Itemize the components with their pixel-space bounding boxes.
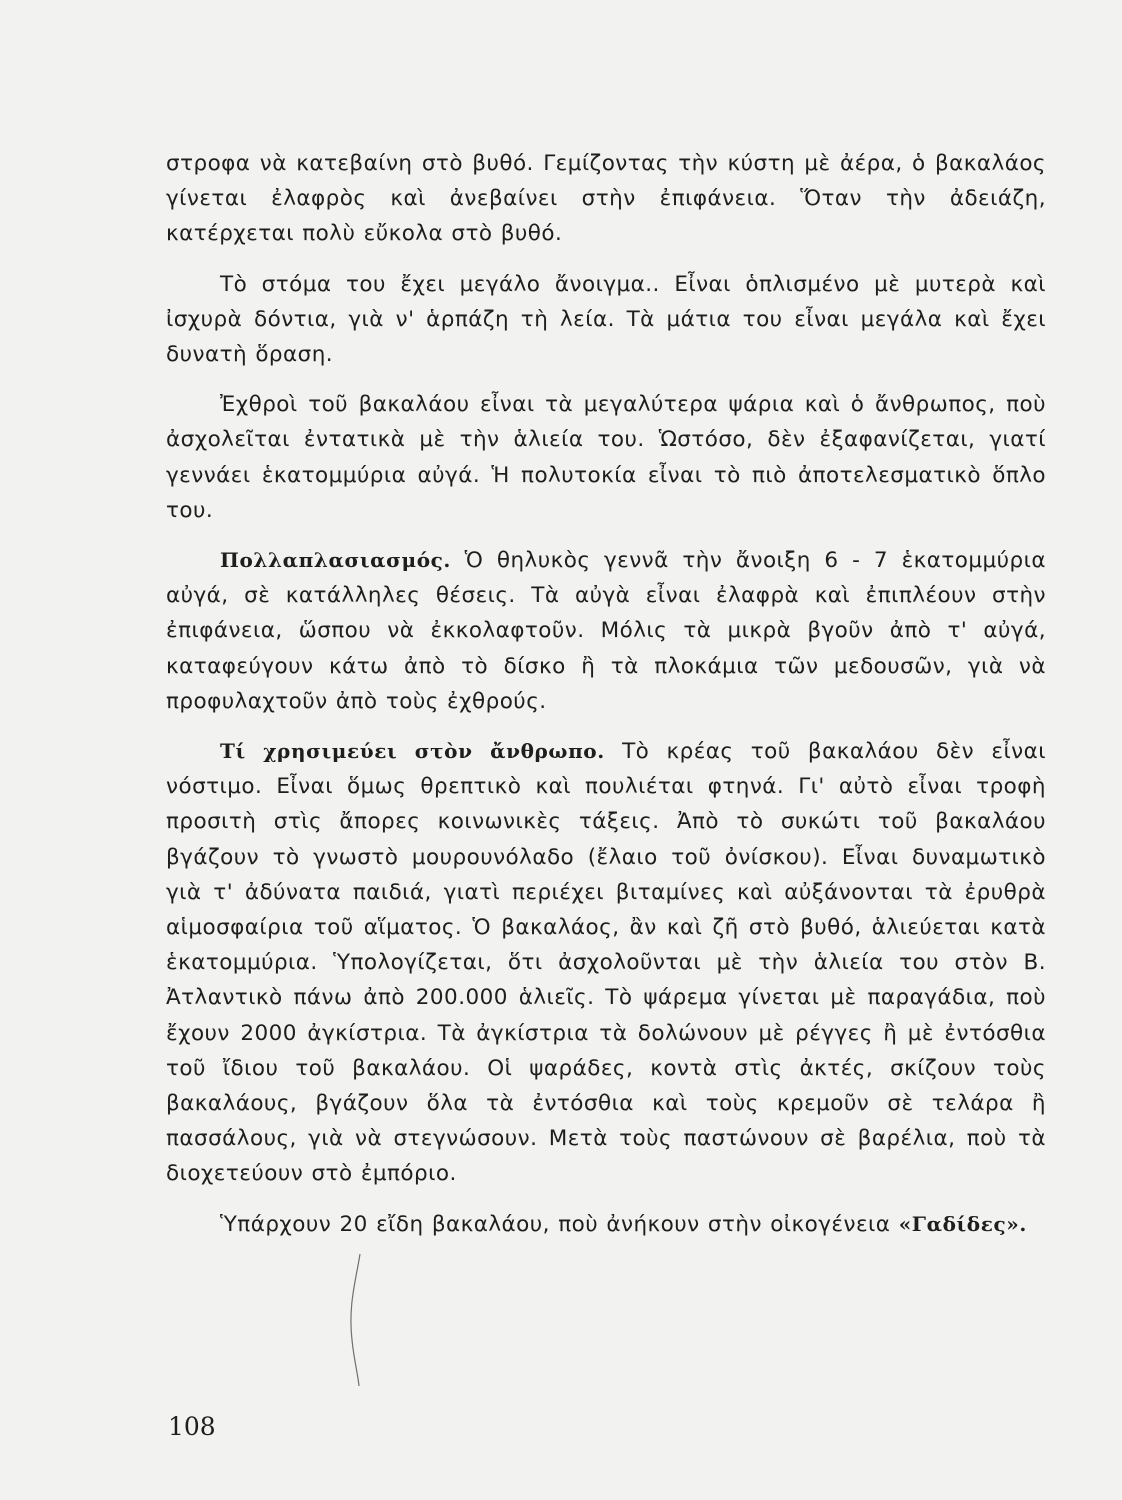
paragraph-text: Τὸ κρέας τοῦ βακαλάου δὲν εἶναι νόστιμο. Εἶναι ὅμως θρεπτικὸ καὶ πουλιέται φτηνά. Γι' αὐτὸ εἶναι τροφὴ προσιτὴ στὶς ἄπορες κοινωνικὲς τάξεις. Ἀπὸ τὸ συκώτι τοῦ βακαλάου βγάζουν τὸ γνωστὸ μουρουνόλαδο (ἔλαιο τοῦ ὀνίσκου). Εἶναι δυναμωτικὸ γιὰ τ' ἀδύνατα παιδιά, γιατὶ περιέχει βιταμίνες καὶ αὐξάνονται τὰ ἐρυθρὰ αἱμοσφαίρια τοῦ αἵματος. Ὁ βακαλάος, ἂν καὶ ζῆ στὸ βυθό, ἁλιεύεται κατὰ ἑκατομμύρια. Ὑπολογίζεται, ὅτι ἀσχολοῦνται μὲ τὴν ἁλιεία του στὸν Β. Ἀτλαντικὸ πάνω ἀπὸ 200.000 ἁλιεῖς. Τὸ ψάρεμα γίνεται μὲ παραγάδια, ποὺ ἔχουν 2000 ἀγκίστρια. Τὰ ἀγκίστρια τὰ δολώνουν μὲ ρέγγες ἢ μὲ ἐντόσθια τοῦ ἴδιου τοῦ βακαλάου. Οἱ ψαράδες, κοντὰ στὶς ἀκτές, σκίζουν τοὺς βακαλάους, βγάζουν ὅλα τὰ ἐντόσθια καὶ τοὺς κρεμοῦν σὲ τελάρα ἢ πασσάλους, γιὰ νὰ στεγνώσουν. Μετὰ τοὺς παστώνουν σὲ βαρέλια, ποὺ τὰ διοχετεύουν στὸ ἐμπόριο. xyxy=(166,739,1046,1187)
paragraph-enemies xyxy=(166,387,1046,528)
page-body xyxy=(166,146,1046,1257)
page-number: 108 xyxy=(168,1412,216,1441)
paragraph-text: Ἐχθροὶ τοῦ βακαλάου εἶναι τὰ μεγαλύτερα ψάρια καὶ ὁ ἄνθρωπος, ποὺ ἀσχολεῖται ἐντατικὰ μὲ τὴν ἁλιεία του. Ὡστόσο, δὲν ἐξαφανίζεται, γιατί γεννάει ἑκατομμύρια αὐγά. Ἡ πολυτοκία εἶναι τὸ πιὸ ἀποτελεσματικὸ ὅπλο του. xyxy=(166,392,1046,523)
paragraph-mouth xyxy=(166,267,1046,373)
paragraph-species xyxy=(166,1207,1046,1242)
paragraph-continued xyxy=(166,146,1046,252)
paragraph-text: Τὸ στόμα του ἔχει μεγάλο ἄνοιγμα.. Εἶναι ὁπλισμένο μὲ μυτερὰ καὶ ἰσχυρὰ δόντια, γιὰ ν' ἁρπάζη τὴ λεία. Τὰ μάτια του εἶναι μεγάλα καὶ ἔχει δυνατὴ ὅραση. xyxy=(166,271,1046,368)
pencil-stroke-mark xyxy=(338,1250,378,1390)
paragraph-text: Ὑπάρχουν 20 εἴδη βακαλάου, ποὺ ἀνήκουν στὴν οἰκογένεια xyxy=(220,1211,891,1237)
section-heading-reproduction: Πολλαπλασιασμός. xyxy=(220,548,451,573)
paragraph-human-use xyxy=(166,734,1046,1192)
paragraph-reproduction xyxy=(166,543,1046,719)
paragraph-text: Ὁ θηλυκὸς γεννᾶ τὴν ἄνοιξη 6 - 7 ἑκατομμύρια αὐγά, σὲ κατάλληλες θέσεις. Τὰ αὐγὰ εἶναι ἐλαφρὰ καὶ ἐπιπλέουν στὴν ἐπιφάνεια, ὥσπου νὰ ἐκκολαφτοῦν. Μόλις τὰ μικρὰ βγοῦν ἀπὸ τ' αὐγά, καταφεύγουν κάτω ἀπὸ τὸ δίσκο ἢ τὰ πλοκάμια τῶν μεδουσῶν, γιὰ νὰ προφυλαχτοῦν ἀπὸ τοὺς ἐχθρούς. xyxy=(166,548,1046,714)
paragraph-text: στροφα νὰ κατεβαίνη στὸ βυθό. Γεμίζοντας τὴν κύστη μὲ ἀέρα, ὁ βακαλάος γίνεται ἐλαφρὸς καὶ ἀνεβαίνει στὴν ἐπιφάνεια. Ὅταν τὴν ἀδειάζη, κατέρχεται πολὺ εὔκολα στὸ βυθό. xyxy=(166,151,1046,247)
section-heading-human-use: Τί χρησιμεύει στὸν ἄνθρωπο. xyxy=(220,739,605,764)
family-name: «Γαδίδες». xyxy=(898,1211,1027,1236)
